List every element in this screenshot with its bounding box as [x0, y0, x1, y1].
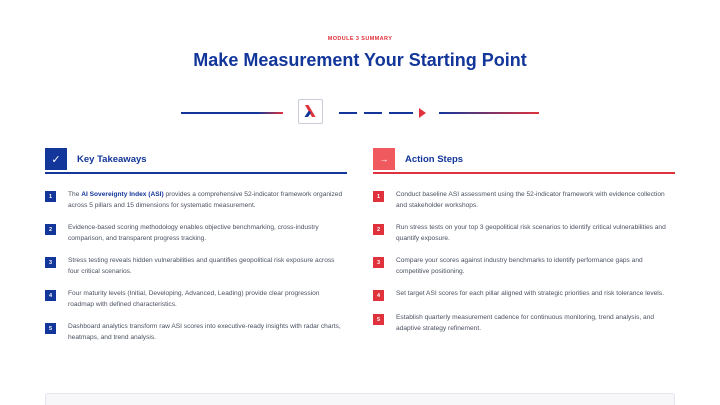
divider-dash [389, 112, 413, 114]
takeaway-item [45, 288, 347, 310]
key-takeaways-header [45, 148, 347, 174]
item-number-badge: 5 [373, 314, 384, 325]
action-steps-title: Action Steps [405, 153, 464, 165]
takeaway-text: Evidence-based scoring methodology enables objective benchmarking, cross-industry comparison, and transparent progress tracking. [68, 224, 319, 242]
module-eyebrow: MODULE 3 SUMMARY [327, 36, 393, 42]
action-step-text: Set target ASI scores for each pillar aligned with strategic priorities and risk tolerance levels. [396, 290, 664, 297]
bottom-callout-panel [45, 393, 675, 405]
takeaway-text: Four maturity levels (Initial, Developing, Advanced, Leading) provide clear progression roadmap with defined characteristics. [68, 290, 320, 308]
action-step-text: Conduct baseline ASI assessment using the 52-indicator framework with evidence collection and stakeholder workshops. [396, 191, 665, 209]
takeaway-item [45, 321, 347, 343]
takeaway-item [45, 255, 347, 277]
takeaway-text: Stress testing reveals hidden vulnerabilities and quantifies geopolitical risk exposure across four critical scenarios. [68, 257, 335, 275]
item-number-badge: 3 [45, 257, 56, 268]
item-number-badge: 2 [373, 224, 384, 235]
asi-highlight: AI Sovereignty Index (ASI) [81, 191, 164, 198]
divider-line-right [439, 112, 539, 114]
key-takeaways-title: Key Takeaways [77, 153, 147, 165]
action-step-item [373, 312, 675, 334]
action-step-text: Run stress tests on your top 3 geopolitical risk scenarios to identify critical vulnerabilities and quantify exposure. [396, 224, 666, 242]
item-number-badge: 1 [373, 191, 384, 202]
action-step-text: Compare your scores against industry benchmarks to identify performance gaps and competitive positioning. [396, 257, 643, 275]
takeaway-item [45, 222, 347, 244]
action-step-item [373, 255, 675, 277]
logo-box [298, 99, 323, 124]
divider-line-left [181, 112, 283, 114]
arrow-right-icon: → [373, 148, 395, 170]
action-step-text: Establish quarterly measurement cadence for continuous monitoring, trend analysis, and adaptive strategy refinement. [396, 314, 655, 332]
item-number-badge: 1 [45, 191, 56, 202]
action-step-item [373, 189, 675, 211]
takeaway-text: The AI Sovereignty Index (ASI) provides a comprehensive 52-indicator framework organized across 5 pillars and 15 dimensions for systematic measurement. [68, 191, 343, 209]
section-divider [0, 97, 720, 127]
action-steps-column [373, 148, 675, 345]
key-takeaways-column [45, 148, 347, 354]
divider-arrow-icon [419, 108, 426, 118]
takeaways-list [45, 189, 347, 343]
item-number-badge: 4 [373, 290, 384, 301]
takeaway-item [45, 189, 347, 211]
divider-dash [339, 112, 357, 114]
takeaway-text: Dashboard analytics transform raw ASI scores into executive-ready insights with radar charts, heatmaps, and trend analysis. [68, 323, 341, 341]
action-steps-header [373, 148, 675, 174]
item-number-badge: 4 [45, 290, 56, 301]
action-step-item [373, 222, 675, 244]
checkmark-icon: ✓ [45, 148, 67, 170]
lambda-logo-icon [302, 103, 318, 119]
item-number-badge: 2 [45, 224, 56, 235]
page-title: Make Measurement Your Starting Point [193, 50, 527, 70]
item-number-badge: 5 [45, 323, 56, 334]
divider-dash [364, 112, 382, 114]
action-step-item [373, 288, 675, 301]
item-number-badge: 3 [373, 257, 384, 268]
action-steps-list [373, 189, 675, 334]
